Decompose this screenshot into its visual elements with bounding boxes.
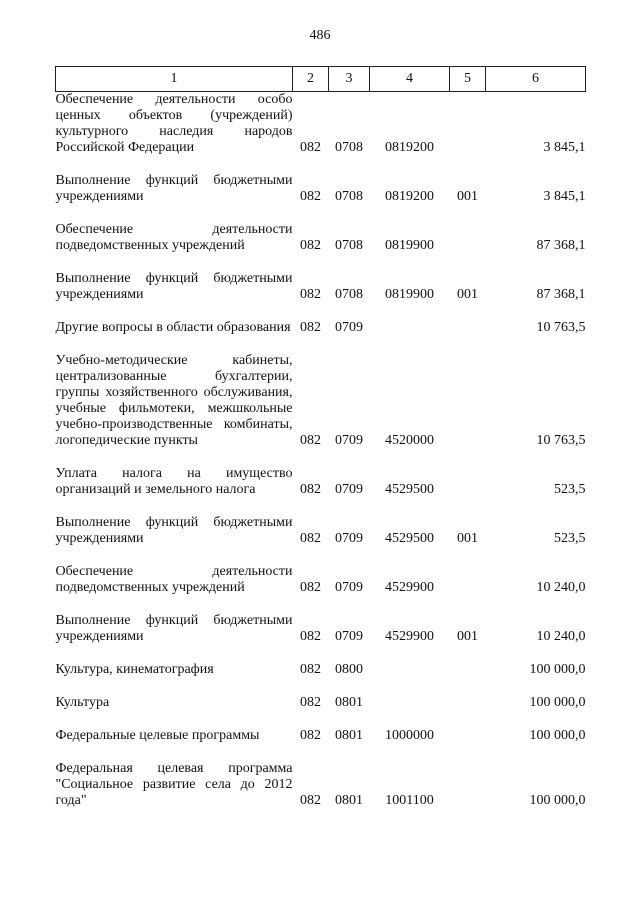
row-spacer-cell — [56, 645, 586, 662]
row-col3-cell: 0709 — [335, 482, 363, 497]
table-row — [56, 662, 586, 678]
row-col4-cell: 0819200 — [385, 189, 434, 204]
row-col3-cell: 0709 — [335, 629, 363, 644]
row-spacer-cell — [56, 547, 586, 564]
row-col5-cell — [450, 320, 486, 336]
row-col5-cell: 001 — [457, 287, 478, 302]
row-col4-cell: 4529500 — [385, 482, 434, 497]
row-col2-cell: 082 — [300, 793, 321, 808]
page-number: 486 — [309, 28, 331, 43]
row-col5-cell — [450, 662, 486, 678]
row-amount-cell: 100 000,0 — [529, 662, 586, 677]
row-spacer-cell — [56, 498, 586, 515]
row-spacer — [56, 336, 586, 353]
row-amount-cell: 100 000,0 — [529, 728, 586, 743]
row-name-cell: Выполнение функций бюджетными учреждениями — [55, 613, 293, 644]
row-amount-cell: 10 240,0 — [536, 629, 586, 644]
row-name-cell: Выполнение функций бюджетными учреждениями — [55, 515, 293, 546]
row-col2-cell: 082 — [300, 287, 321, 302]
row-col3-cell: 0801 — [335, 793, 363, 808]
row-col2-cell: 082 — [300, 238, 321, 253]
row-amount-cell: 100 000,0 — [529, 695, 586, 710]
row-spacer-cell — [56, 744, 586, 761]
row-amount-cell: 3 845,1 — [543, 140, 586, 155]
row-spacer — [56, 156, 586, 173]
row-col2-cell: 082 — [300, 433, 321, 448]
row-col4-cell: 1000000 — [385, 728, 434, 743]
row-col3-cell: 0709 — [335, 580, 363, 595]
row-spacer-cell — [56, 205, 586, 222]
row-name-cell: Уплата налога на имущество организаций и земельного налога — [55, 466, 293, 497]
row-spacer — [56, 711, 586, 728]
row-col3-cell: 0709 — [335, 433, 363, 448]
row-col2-cell: 082 — [300, 629, 321, 644]
header-col-5: 5 — [450, 67, 486, 92]
row-col3-cell: 0801 — [335, 695, 363, 710]
row-amount-cell: 3 845,1 — [543, 189, 586, 204]
row-col5-cell — [450, 728, 486, 744]
row-col4-cell: 0819900 — [385, 287, 434, 302]
row-spacer-cell — [56, 254, 586, 271]
budget-table — [55, 66, 586, 809]
table-row — [56, 320, 586, 336]
row-col4-cell: 4529900 — [385, 580, 434, 595]
row-col5-cell — [450, 353, 486, 449]
row-col4-cell: 0819900 — [385, 238, 434, 253]
row-col5-cell — [450, 92, 486, 157]
table-row — [56, 92, 586, 157]
table-row — [56, 353, 586, 449]
row-col4-cell — [370, 695, 450, 711]
row-spacer-cell — [56, 449, 586, 466]
row-col5-cell: 001 — [457, 629, 478, 644]
row-spacer-cell — [56, 156, 586, 173]
row-col4-cell: 4520000 — [385, 433, 434, 448]
row-name-cell: Выполнение функций бюджетными учреждениями — [55, 173, 293, 204]
header-col-1: 1 — [56, 67, 293, 92]
row-amount-cell: 523,5 — [554, 531, 586, 546]
row-amount-cell: 523,5 — [554, 482, 586, 497]
row-col4-cell — [370, 320, 450, 336]
row-col2-cell: 082 — [300, 531, 321, 546]
row-name-cell: Выполнение функций бюджетными учреждениями — [55, 271, 293, 302]
row-spacer-cell — [56, 678, 586, 695]
row-name-cell: Обеспечение деятельности подведомственных учреждений — [55, 222, 293, 253]
row-col3-cell: 0800 — [335, 662, 363, 677]
row-spacer-cell — [56, 596, 586, 613]
row-col5-cell — [450, 695, 486, 711]
row-amount-cell: 10 763,5 — [536, 433, 586, 448]
table-row — [56, 271, 586, 303]
row-amount-cell: 87 368,1 — [536, 238, 586, 253]
header-col-6: 6 — [486, 67, 586, 92]
table-row — [56, 466, 586, 498]
row-col4-cell: 1001100 — [385, 793, 434, 808]
row-name-cell: Другие вопросы в области образования — [55, 320, 291, 335]
row-name-cell: Обеспечение деятельности особо ценных объектов (учреждений) культурного наследия народов Российской Федерации — [55, 92, 293, 155]
row-col3-cell: 0708 — [335, 238, 363, 253]
row-col3-cell: 0709 — [335, 531, 363, 546]
row-col4-cell — [370, 662, 450, 678]
row-col5-cell — [450, 466, 486, 498]
row-spacer — [56, 205, 586, 222]
header-col-2: 2 — [293, 67, 329, 92]
row-amount-cell: 10 240,0 — [536, 580, 586, 595]
row-col3-cell: 0801 — [335, 728, 363, 743]
row-amount-cell: 87 368,1 — [536, 287, 586, 302]
row-col5-cell — [450, 761, 486, 809]
row-spacer — [56, 449, 586, 466]
row-spacer — [56, 744, 586, 761]
row-col3-cell: 0708 — [335, 189, 363, 204]
row-col2-cell: 082 — [300, 695, 321, 710]
table-row — [56, 564, 586, 596]
table-row — [56, 695, 586, 711]
table-header-row — [56, 67, 586, 92]
row-spacer — [56, 254, 586, 271]
row-col2-cell: 082 — [300, 728, 321, 743]
table-row — [56, 761, 586, 809]
row-col5-cell — [450, 564, 486, 596]
table-row — [56, 728, 586, 744]
row-spacer — [56, 547, 586, 564]
row-col4-cell: 4529500 — [385, 531, 434, 546]
row-name-cell: Учебно-методические кабинеты, централизованные бухгалтерии, группы хозяйственного обслуживания, учебные фильмотеки, межшкольные учебно-производственные комбинаты, логопедические пункты — [55, 353, 293, 448]
row-name-cell: Культура — [55, 695, 110, 710]
header-col-4: 4 — [370, 67, 450, 92]
row-amount-cell: 10 763,5 — [536, 320, 586, 335]
table-row — [56, 222, 586, 254]
row-col5-cell: 001 — [457, 189, 478, 204]
row-col2-cell: 082 — [300, 482, 321, 497]
row-col2-cell: 082 — [300, 189, 321, 204]
row-spacer-cell — [56, 336, 586, 353]
table-row — [56, 173, 586, 205]
row-col2-cell: 082 — [300, 320, 321, 335]
header-col-3: 3 — [329, 67, 370, 92]
row-col3-cell: 0708 — [335, 140, 363, 155]
row-spacer-cell — [56, 303, 586, 320]
row-name-cell: Культура, кинематография — [55, 662, 214, 677]
row-col2-cell: 082 — [300, 140, 321, 155]
table-row — [56, 515, 586, 547]
row-col3-cell: 0709 — [335, 320, 363, 335]
row-col4-cell: 4529900 — [385, 629, 434, 644]
row-spacer — [56, 645, 586, 662]
row-col3-cell: 0708 — [335, 287, 363, 302]
row-amount-cell: 100 000,0 — [529, 793, 586, 808]
row-spacer — [56, 303, 586, 320]
row-spacer — [56, 678, 586, 695]
row-spacer — [56, 498, 586, 515]
row-name-cell: Федеральная целевая программа "Социальное развитие села до 2012 года" — [55, 761, 293, 808]
table-row — [56, 613, 586, 645]
row-col4-cell: 0819200 — [385, 140, 434, 155]
row-spacer-cell — [56, 711, 586, 728]
row-name-cell: Обеспечение деятельности подведомственных учреждений — [55, 564, 293, 595]
row-spacer — [56, 596, 586, 613]
row-name-cell: Федеральные целевые программы — [55, 728, 260, 743]
row-col2-cell: 082 — [300, 662, 321, 677]
row-col2-cell: 082 — [300, 580, 321, 595]
row-col5-cell — [450, 222, 486, 254]
row-col5-cell: 001 — [457, 531, 478, 546]
